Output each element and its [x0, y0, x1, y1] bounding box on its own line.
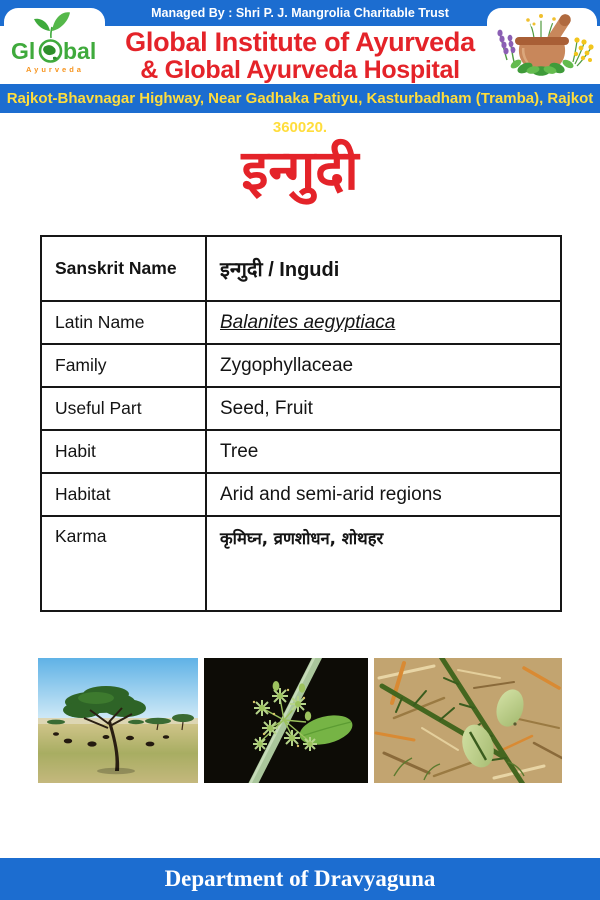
- logo-subtitle: Ayurveda: [26, 65, 84, 74]
- row-value: Seed, Fruit: [206, 387, 561, 430]
- table-row-family: [41, 344, 561, 387]
- savanna-tree-photo: [38, 658, 198, 783]
- row-label: Sanskrit Name: [41, 236, 206, 301]
- row-label: Karma: [41, 516, 206, 611]
- address-bar: [0, 84, 600, 136]
- flower-cluster-photo: [204, 658, 368, 783]
- address-text: Rajkot-Bhavnagar Highway, Near Gadhaka Patiyu, Kasturbadham (Tramba), Rajkot 360020.: [6, 90, 594, 136]
- row-value: इन्गुदी / Ingudi: [206, 236, 561, 301]
- herb-name-devanagari: इन्गुदी: [241, 138, 359, 202]
- row-label: Family: [41, 344, 206, 387]
- row-label: Useful Part: [41, 387, 206, 430]
- row-value: Arid and semi-arid regions: [206, 473, 561, 516]
- logo-word-end: bal: [63, 38, 97, 64]
- globe-sprout-icon: [4, 8, 105, 84]
- fruit-thorn-branch-photo: [374, 658, 562, 783]
- table-row-useful-part: [41, 387, 561, 430]
- institute-title-line2: & Global Ayurveda Hospital: [140, 56, 460, 84]
- row-label: Habitat: [41, 473, 206, 516]
- managed-by-text: Managed By : Shri P. J. Mangrolia Charitable Trust: [151, 6, 449, 20]
- institute-title-line1: Global Institute of Ayurveda: [125, 27, 475, 57]
- row-value: Tree: [206, 430, 561, 473]
- department-footer: [0, 858, 600, 900]
- global-ayurveda-logo: [4, 8, 105, 84]
- row-label: Latin Name: [41, 301, 206, 344]
- photo-strip: [38, 658, 562, 783]
- row-label: Habit: [41, 430, 206, 473]
- row-value: कृमिघ्न, व्रणशोधन, शोथहर: [206, 516, 561, 611]
- table-row-habitat: [41, 473, 561, 516]
- row-value: Zygophyllaceae: [206, 344, 561, 387]
- table-row-sanskrit-name: [41, 236, 561, 301]
- table-row-habit: [41, 430, 561, 473]
- logo-word-start: Gl: [11, 38, 36, 64]
- row-value: Balanites aegyptiaca: [206, 301, 561, 344]
- table-row-karma: [41, 516, 561, 611]
- mortar-pestle-herbs-icon: [487, 8, 597, 84]
- herb-info-table: [40, 235, 562, 612]
- department-title: Department of Dravyaguna: [164, 866, 436, 891]
- table-row-latin-name: [41, 301, 561, 344]
